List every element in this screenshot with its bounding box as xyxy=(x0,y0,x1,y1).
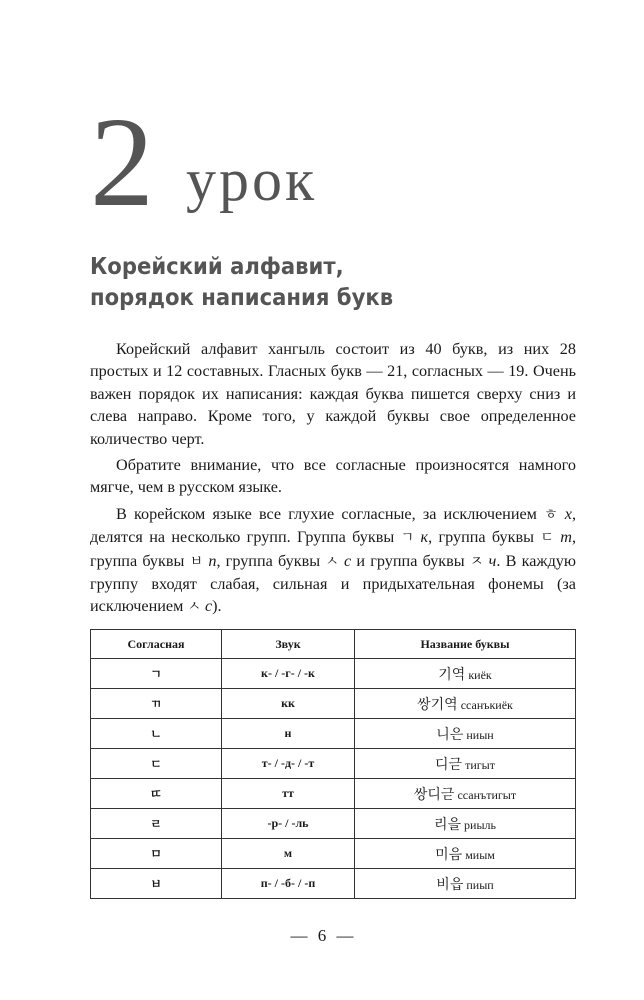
sound-cell: -р- / -ль xyxy=(222,809,355,839)
table-row xyxy=(91,719,576,749)
text-span: , делятся на несколько групп. Группа буквы xyxy=(90,504,577,547)
letter-name-cell xyxy=(355,839,576,869)
korean-name: 리을 xyxy=(433,816,462,833)
header-consonant: Согласная xyxy=(91,630,222,659)
table-row xyxy=(91,659,576,689)
consonant-cell: ㄸ xyxy=(91,779,222,809)
korean-name: 디귿 xyxy=(435,756,463,773)
letter-transcription: т xyxy=(553,528,572,547)
sound-cell: тт xyxy=(222,779,355,809)
consonant-table xyxy=(90,629,576,899)
table-row xyxy=(91,779,576,809)
letter-transcription: с xyxy=(338,551,352,570)
consonant-cell: ㄲ xyxy=(91,689,222,719)
text-span: . В каждую группу входят слабая, сильная и придыхательная фонемы (за исключением xyxy=(90,551,576,616)
text-span: В корейском языке все глухие согласные, за исключением xyxy=(116,504,545,523)
letter-name-cell xyxy=(355,659,576,689)
letter-transcription: х xyxy=(557,504,572,523)
header-sound: Звук xyxy=(222,630,355,659)
table-row xyxy=(91,839,576,869)
paragraph-3 xyxy=(90,503,576,619)
sound-cell: н xyxy=(222,719,355,749)
text-span: , группа буквы xyxy=(216,551,326,570)
korean-name: 비읍 xyxy=(436,876,464,893)
korean-letter: ㅎ xyxy=(544,506,558,523)
russian-name: тигыт xyxy=(465,757,495,772)
letter-name-cell xyxy=(355,809,576,839)
letter-transcription: ч xyxy=(483,551,497,570)
korean-letter: ㅂ xyxy=(189,553,204,570)
page-number: — 6 — xyxy=(290,926,354,945)
consonant-cell: ㄱ xyxy=(91,659,222,689)
paragraph-1: Корейский алфавит хангыль состоит из 40 букв, из них 28 простых и 12 составных. Гласных букв — 21, согласных — 19. Очень важен порядок их написания: каждая буква пишется сверху сниз и слева направо. Кроме того, у каждой буквы свое определенное количество черт. xyxy=(90,340,576,448)
letter-name-cell xyxy=(355,749,576,779)
table-header-row xyxy=(91,630,576,659)
section-title-line-2: порядок написания букв xyxy=(90,285,394,311)
table-row xyxy=(91,869,576,899)
korean-name: 쌍디귿 xyxy=(413,786,455,803)
header-letter-name: Название буквы xyxy=(355,630,576,659)
russian-name: ниын xyxy=(466,727,494,742)
consonant-cell: ㅂ xyxy=(91,869,222,899)
text-span: и группа буквы xyxy=(351,551,470,570)
lesson-number: 2 xyxy=(90,91,154,233)
body-text xyxy=(90,338,576,619)
korean-letter: ㅅ xyxy=(325,553,339,570)
text-span: , группа буквы xyxy=(428,528,541,547)
korean-letter: ㅅ xyxy=(187,599,201,616)
consonant-cell: ㄹ xyxy=(91,809,222,839)
letter-name-cell xyxy=(355,869,576,899)
consonant-cell: ㅁ xyxy=(91,839,222,869)
paragraph-2: Обратите внимание, что все согласные произносятся намного мягче, чем в русском языке. xyxy=(90,456,576,497)
korean-letter: ㄱ xyxy=(400,530,415,547)
consonant-cell: ㄷ xyxy=(91,749,222,779)
korean-name: 쌍기역 xyxy=(417,696,458,713)
section-title-line-1: Корейский алфавит, xyxy=(90,254,344,280)
russian-name: ссанътигыт xyxy=(457,787,517,802)
table-row xyxy=(91,689,576,719)
letter-transcription: п xyxy=(203,551,217,570)
text-span: , группа буквы xyxy=(90,528,576,570)
russian-name: миым xyxy=(465,847,495,862)
korean-name: 니은 xyxy=(436,726,464,743)
russian-name: ссанъкиёк xyxy=(460,697,513,712)
letter-transcription: к xyxy=(414,528,429,547)
section-title xyxy=(90,252,550,314)
table-row xyxy=(91,809,576,839)
korean-letter: ㄷ xyxy=(540,530,554,547)
korean-name: 기역 xyxy=(438,666,466,683)
russian-name: риыль xyxy=(464,817,496,832)
letter-name-cell xyxy=(355,719,576,749)
consonant-cell: ㄴ xyxy=(91,719,222,749)
letter-name-cell xyxy=(355,689,576,719)
sound-cell: к- / -г- / -к xyxy=(222,659,355,689)
letter-name-cell xyxy=(355,779,576,809)
text-span: ). xyxy=(212,597,222,616)
sound-cell: т- / -д- / -т xyxy=(222,749,355,779)
letter-transcription: с xyxy=(200,597,213,616)
sound-cell: кк xyxy=(222,689,355,719)
table-row xyxy=(91,749,576,779)
sound-cell: м xyxy=(222,839,355,869)
korean-name: 미음 xyxy=(435,846,463,863)
russian-name: пиып xyxy=(466,877,494,892)
lesson-word: урок xyxy=(186,147,318,213)
russian-name: киёк xyxy=(468,667,492,682)
sound-cell: п- / -б- / -п xyxy=(222,869,355,899)
korean-letter: ㅈ xyxy=(469,553,484,570)
